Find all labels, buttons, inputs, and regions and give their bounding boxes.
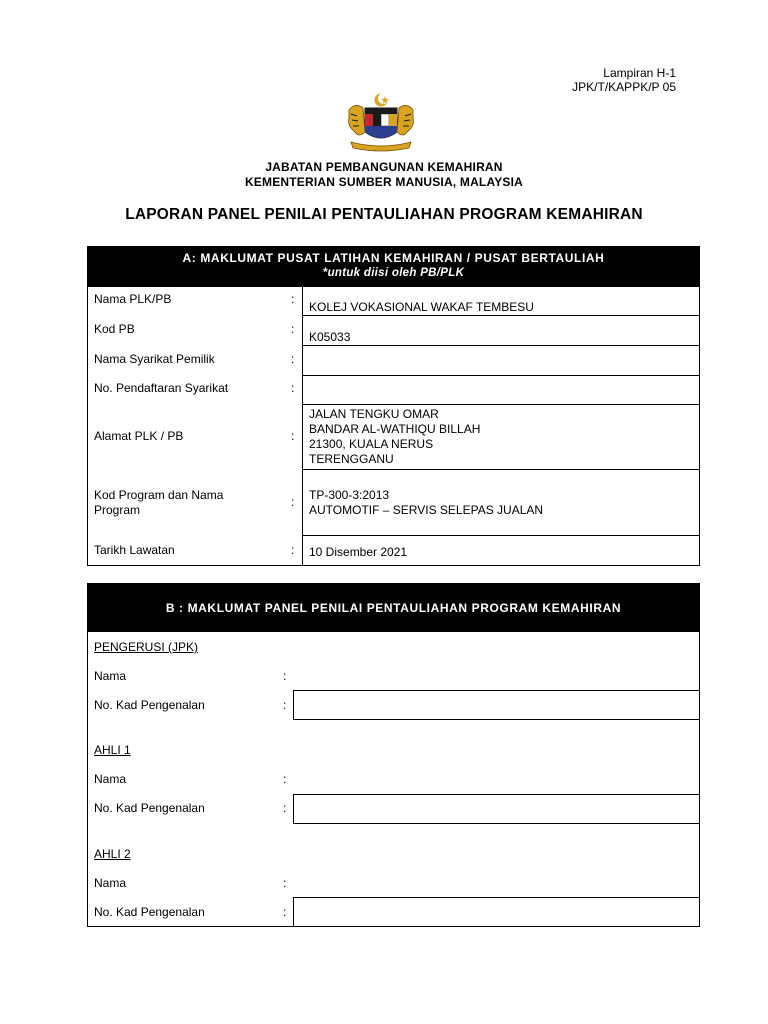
section-a-title: A: MAKLUMAT PUSAT LATIHAN KEMAHIRAN / PUSAT BERTAULIAH	[182, 251, 605, 265]
ahli2-nama-field[interactable]	[293, 897, 700, 898]
colon: :	[283, 772, 287, 786]
program-value[interactable]	[309, 488, 543, 518]
kod-pb-value[interactable]: K05033	[309, 330, 351, 344]
syarikat-underline	[302, 375, 700, 376]
section-a-note: *untuk diisi oleh PB/PLK	[322, 267, 465, 279]
colon: :	[283, 669, 287, 683]
tarikh-value[interactable]: 10 Disember 2021	[309, 545, 408, 559]
nama-plk-value[interactable]: KOLEJ VOKASIONAL WAKAF TEMBESU	[309, 300, 534, 314]
colon: :	[291, 429, 295, 443]
program-underline	[302, 535, 700, 536]
colon: :	[283, 801, 287, 815]
nama-plk-label: Nama PLK/PB	[94, 292, 172, 306]
program-label	[94, 488, 223, 518]
kod-pb-label: Kod PB	[94, 322, 135, 336]
colon: :	[283, 876, 287, 890]
appendix-label: Lampiran H-1	[603, 66, 676, 80]
colon: :	[291, 543, 295, 557]
agency-name	[0, 160, 768, 190]
alamat-line-1: JALAN TENGKU OMAR	[309, 407, 439, 421]
pengerusi-nama-field[interactable]	[293, 690, 700, 691]
ahli1-ic-field[interactable]	[293, 823, 700, 824]
program-label-line-2: Program	[94, 503, 141, 517]
pengerusi-ic-label: No. Kad Pengenalan	[94, 698, 205, 712]
pengerusi-heading: PENGERUSI (JPK)	[94, 640, 199, 654]
colon: :	[291, 292, 295, 306]
document-reference	[572, 66, 676, 94]
program-name: AUTOMOTIF – SERVIS SELEPAS JUALAN	[309, 503, 544, 517]
ahli1-heading: AHLI 1	[94, 743, 131, 757]
alamat-underline	[302, 469, 700, 470]
alamat-line-2: BANDAR AL-WATHIQU BILLAH	[309, 422, 481, 436]
pengerusi-nama-label: Nama	[94, 669, 127, 683]
department-name: JABATAN PEMBANGUNAN KEMAHIRAN	[265, 160, 503, 174]
malaysia-coat-of-arms-icon	[341, 92, 421, 154]
tarikh-label: Tarikh Lawatan	[94, 543, 175, 557]
ministry-name: KEMENTERIAN SUMBER MANUSIA, MALAYSIA	[244, 175, 524, 189]
kod-pb-underline	[302, 345, 700, 346]
alamat-label: Alamat PLK / PB	[94, 429, 184, 443]
field-divider	[293, 690, 294, 720]
document-title: LAPORAN PANEL PENILAI PENTAULIAHAN PROGRAM KEMAHIRAN	[125, 206, 643, 223]
program-label-line-1: Kod Program dan Nama	[94, 488, 224, 502]
form-code: JPK/T/KAPPK/P 05	[572, 80, 676, 94]
pendaftaran-label: No. Pendaftaran Syarikat	[94, 381, 229, 395]
colon: :	[291, 381, 295, 395]
program-code: TP-300-3:2013	[309, 488, 390, 502]
nama-plk-underline	[302, 315, 700, 316]
colon: :	[283, 698, 287, 712]
value-column-divider	[302, 287, 303, 566]
alamat-line-3: 21300, KUALA NERUS	[309, 437, 434, 451]
ahli2-nama-label: Nama	[94, 876, 127, 890]
alamat-value[interactable]	[309, 407, 480, 467]
colon: :	[291, 495, 295, 509]
ahli2-ic-label: No. Kad Pengenalan	[94, 905, 205, 919]
field-divider	[293, 897, 294, 927]
section-b-header: B : MAKLUMAT PANEL PENILAI PENTAULIAHAN PROGRAM KEMAHIRAN	[88, 584, 699, 632]
colon: :	[283, 905, 287, 919]
colon: :	[291, 352, 295, 366]
ahli1-nama-field[interactable]	[293, 794, 700, 795]
section-b-panel-info	[87, 583, 700, 927]
colon: :	[291, 322, 295, 336]
syarikat-label: Nama Syarikat Pemilik	[94, 352, 215, 366]
field-divider	[293, 794, 294, 824]
section-a-centre-info	[87, 246, 700, 566]
section-a-header	[88, 247, 699, 287]
ahli1-nama-label: Nama	[94, 772, 127, 786]
alamat-line-4: TERENGGANU	[309, 452, 394, 466]
pendaftaran-underline	[302, 404, 700, 405]
ahli1-ic-label: No. Kad Pengenalan	[94, 801, 205, 815]
pengerusi-ic-field[interactable]	[293, 719, 700, 720]
ahli2-heading: AHLI 2	[94, 847, 131, 861]
